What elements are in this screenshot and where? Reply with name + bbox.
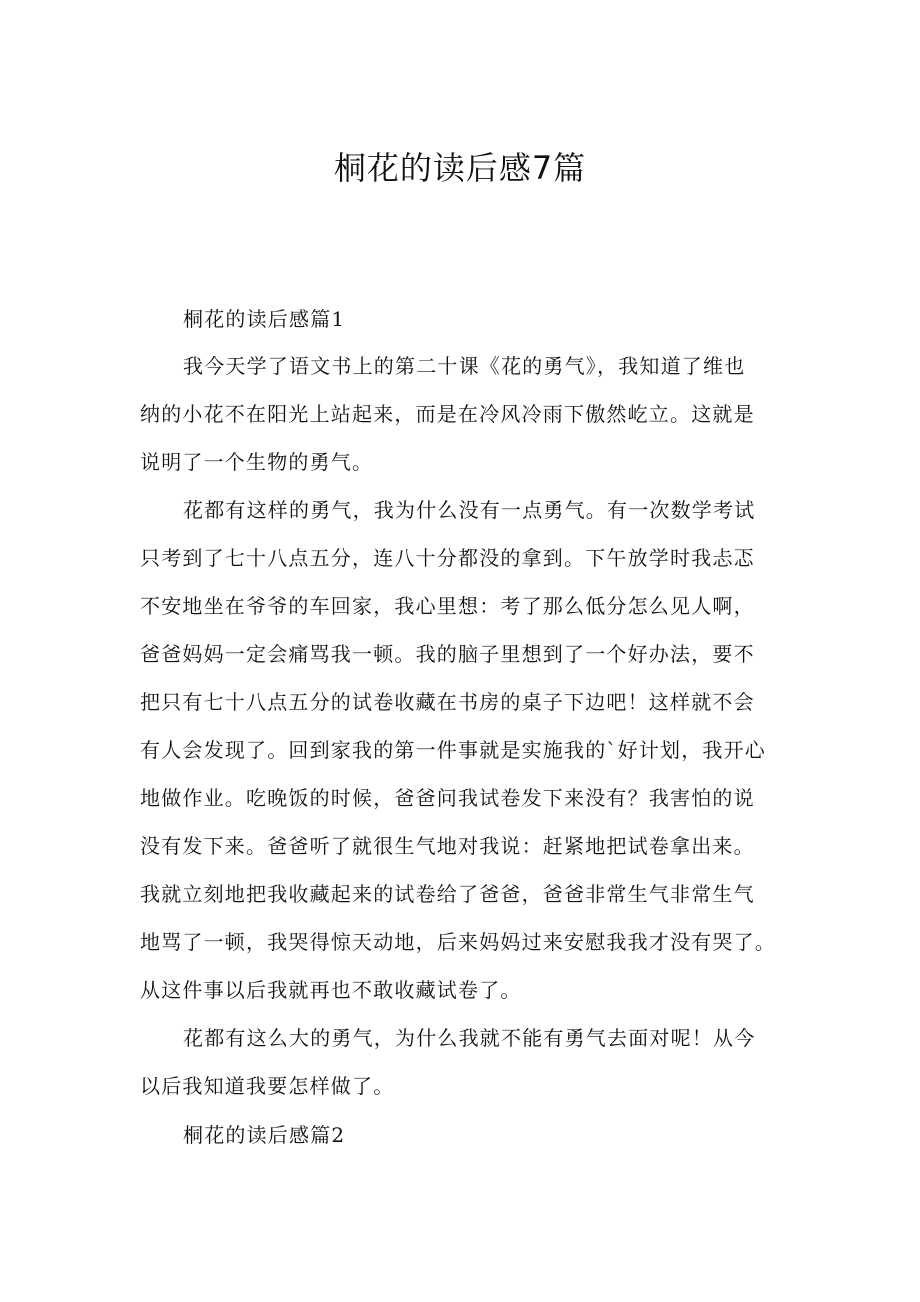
paragraph-line: 没有发下来。爸爸听了就很生气地对我说：赶紧地把试卷拿出来。: [140, 834, 755, 858]
paragraph-line: 花都有这样的勇气，我为什么没有一点勇气。有一次数学考试: [183, 498, 756, 522]
document-title: 桐花的读后感7篇: [333, 149, 587, 187]
paragraph-line: 纳的小花不在阳光上站起来，而是在冷风冷雨下傲然屹立。这就是: [140, 402, 755, 426]
paragraph-line: 花都有这么大的勇气，为什么我就不能有勇气去面对呢！从今: [183, 1026, 756, 1050]
section-heading-1: 桐花的读后感篇1: [183, 307, 346, 331]
paragraph-line: 我今天学了语文书上的第二十课《花的勇气》，我知道了维也: [183, 354, 746, 378]
paragraph-line: 我就立刻地把我收藏起来的试卷给了爸爸，爸爸非常生气非常生气: [140, 882, 755, 906]
paragraph-line: 地骂了一顿，我哭得惊天动地，后来妈妈过来安慰我我才没有哭了。: [140, 930, 776, 954]
paragraph-line: 把只有七十八点五分的试卷收藏在书房的桌子下边吧！这样就不会: [140, 690, 755, 714]
paragraph-line: 有人会发现了。回到家我的第一件事就是实施我的`好计划，我开心: [140, 738, 766, 762]
paragraph-line: 不安地坐在爷爷的车回家，我心里想：考了那么低分怎么见人啊，: [140, 594, 755, 618]
paragraph-line: 只考到了七十八点五分，连八十分都没的拿到。下午放学时我忐忑: [140, 546, 755, 570]
section-heading-2: 桐花的读后感篇2: [183, 1123, 346, 1147]
paragraph-line: 爸爸妈妈一定会痛骂我一顿。我的脑子里想到了一个好办法，要不: [140, 642, 755, 666]
paragraph-line: 从这件事以后我就再也不敢收藏试卷了。: [140, 978, 522, 1002]
paragraph-line: 以后我知道我要怎样做了。: [140, 1074, 395, 1098]
paragraph-line: 说明了一个生物的勇气。: [140, 450, 374, 474]
paragraph-line: 地做作业。吃晚饭的时候，爸爸问我试卷发下来没有？我害怕的说: [140, 786, 755, 810]
